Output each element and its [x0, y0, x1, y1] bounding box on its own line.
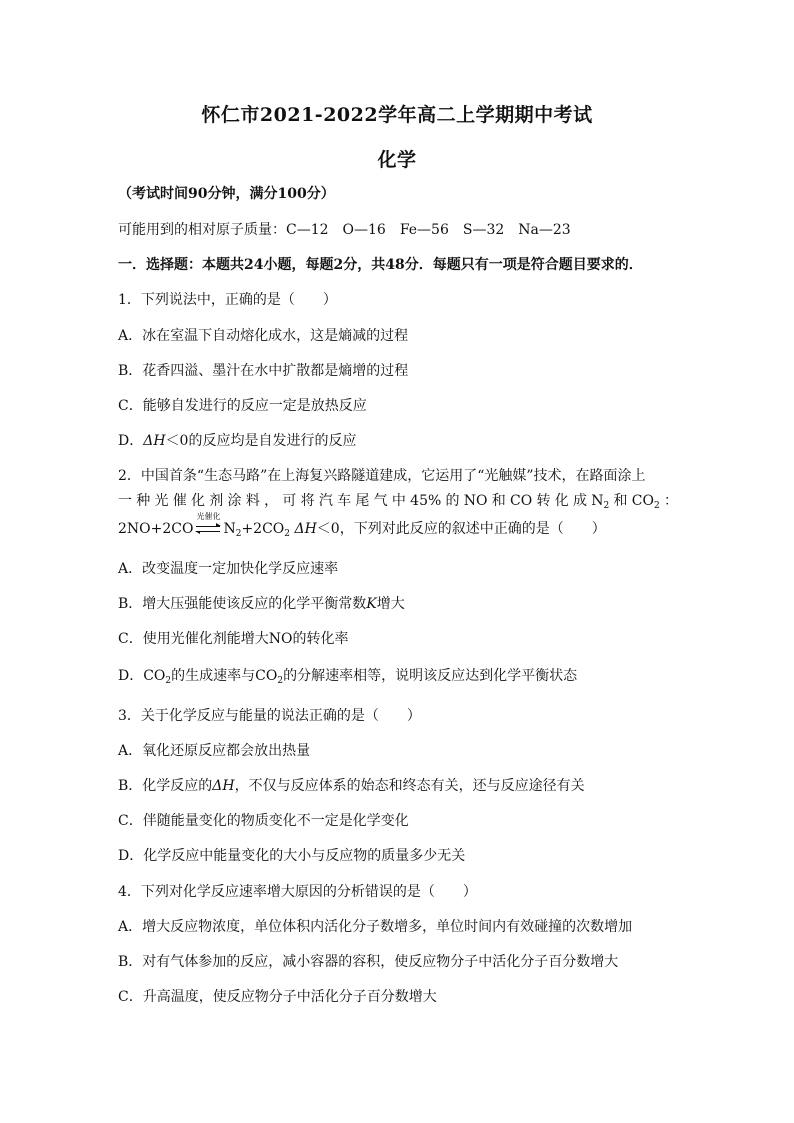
- exam-info: （考试时间90分钟，满分100分）: [118, 186, 335, 202]
- q3-option-b: [118, 777, 678, 795]
- q2-eq-right-a: N: [223, 521, 236, 537]
- q2-line2: [118, 492, 678, 510]
- q1-option-c: C．能够自发进行的反应一定是放热反应: [118, 398, 367, 414]
- q2-d-sub2: 2: [277, 676, 284, 686]
- q2-line2-sub1: 2: [603, 501, 610, 511]
- q2-d-a: D．CO: [118, 668, 166, 684]
- q2-eq-delta-h: ΔH: [294, 521, 317, 537]
- q2-line2-b: 和CO: [609, 493, 654, 509]
- q2-eq-sub1: 2: [235, 529, 242, 539]
- q1-d-rest: ＜0的反应均是自发进行的反应: [165, 433, 357, 449]
- equilibrium-arrow-icon: [196, 512, 221, 536]
- q2-line1: 2．中国首条“生态马路”在上海复兴路隧道建成，它运用了“光触媒”技术，在路面涂上: [118, 468, 646, 484]
- q2-option-d: [118, 667, 678, 685]
- q3-b-delta-h: ΔH: [212, 778, 235, 794]
- section-heading: 一．选择题：本题共24小题，每题2分，共48分．每题只有一项是符合题目要求的．: [118, 257, 643, 273]
- q1-option-a: A．冰在室温下自动熔化成水，这是熵减的过程: [118, 328, 409, 344]
- q1-option-b: B．花香四溢、墨汁在水中扩散都是熵增的过程: [118, 363, 409, 379]
- q3-b-a: B．化学反应的: [118, 778, 213, 794]
- q2-b-b: 增大: [376, 596, 405, 612]
- q2-line2-sub2: 2: [654, 501, 660, 511]
- q2-line2-c: ：: [659, 493, 678, 509]
- q2-option-b: [118, 595, 678, 613]
- q2-d-c: 的分解速率相等，说明该反应达到化学平衡状态: [283, 668, 578, 684]
- q1-d-prefix: D．: [118, 433, 144, 449]
- q1-d-delta-h: ΔH: [143, 433, 166, 449]
- q2-d-b: 的生成速率与CO: [171, 668, 278, 684]
- q2-eq-right-b: +2CO: [241, 521, 285, 537]
- q2-equation: [118, 512, 678, 539]
- q2-eq-rest: ＜0，下列对此反应的叙述中正确的是（ ）: [316, 521, 606, 537]
- q2-eq-left: 2NO+2CO: [118, 521, 194, 537]
- q2-line2-a: 一种光催化剂涂料，可将汽车尾气中45%的NO和CO转化成N: [118, 493, 604, 509]
- q2-d-sub1: 2: [165, 676, 172, 686]
- q2-b-a: B．增大压强能使该反应的化学平衡常数: [118, 596, 367, 612]
- q4-stem: 4．下列对化学反应速率增大原因的分析错误的是（ ）: [118, 884, 477, 900]
- q4-option-c: C．升高温度，使反应物分子中活化分子百分数增大: [118, 989, 437, 1005]
- q2-option-a: A．改变温度一定加快化学反应速率: [118, 561, 339, 577]
- exam-title: 怀仁市2021-2022学年高二上学期期中考试: [201, 104, 593, 126]
- q4-option-b: B．对有气体参加的反应，减小容器的容积，使反应物分子中活化分子百分数增大: [118, 954, 619, 970]
- q3-b-b: ，不仅与反应体系的始态和终态有关，还与反应途径有关: [234, 778, 585, 794]
- q2-b-k: K: [366, 596, 377, 612]
- q2-option-c: C．使用光催化剂能增大NO的转化率: [118, 631, 349, 647]
- q1-option-d: [118, 432, 678, 450]
- q3-option-c: C．伴随能量变化的物质变化不一定是化学变化: [118, 813, 409, 829]
- atomic-masses: 可能用到的相对原子质量：C—12 O—16 Fe—56 S—32 Na—23: [118, 222, 571, 238]
- q3-option-a: A．氧化还原反应都会放出热量: [118, 743, 311, 759]
- q3-option-d: D．化学反应中能量变化的大小与反应物的质量多少无关: [118, 848, 466, 864]
- q2-eq-sub2: 2: [284, 529, 291, 539]
- q4-option-a: A．增大反应物浓度，单位体积内活化分子数增多，单位时间内有效碰撞的次数增加: [118, 919, 633, 935]
- q1-stem: 1．下列说法中，正确的是（ ）: [118, 292, 337, 308]
- subject-title: 化学: [377, 149, 417, 171]
- q3-stem: 3．关于化学反应与能量的说法正确的是（ ）: [118, 708, 421, 724]
- q2-eq-condition: 光催化: [196, 512, 221, 521]
